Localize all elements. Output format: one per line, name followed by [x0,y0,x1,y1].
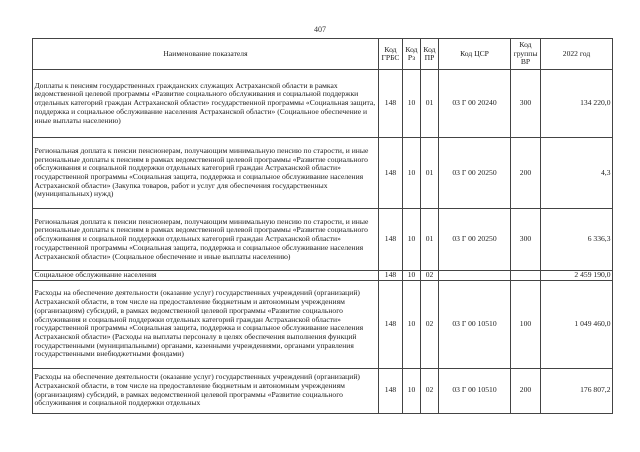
row-vr: 300 [511,209,541,271]
header-year: 2022 год [541,39,613,70]
table-row [33,271,613,281]
row-name: Доплаты к пенсиям государственных гражданских служащих Астраханской области в рамках ведомственной целевой программы «Развитие социального обслуживания и социальной поддержки отдельных категорий граждан Астраханской области» государственной программы «Социальная защита, поддержка и социальное обслуживание населения Астраханской области» (Социальное обеспечение и иные выплаты населению) [33,70,379,138]
row-name: Региональная доплата к пенсии пенсионерам, получающим минимальную пенсию по старости, и иные региональные доплаты к пенсиям в рамках ведомственной целевой программы «Развитие социального обслуживания и социальной поддержки отдельных категорий граждан Астраханской области» государственной программы «Социальная защита, поддержка и социальное обслуживание населения Астраханской области» (Закупка товаров, работ и услуг для обеспечения государственных (муниципальных) нужд) [33,138,379,209]
row-csr: 03 Г 00 10510 [439,280,511,368]
header-pr: Код ПР [421,39,439,70]
header-csr: Код ЦСР [439,39,511,70]
row-name: Расходы на обеспечение деятельности (оказание услуг) государственных учреждений (организаций) Астраханской области, в том числе на предоставление бюджетным и автономным учреждениям (организациям) субсидий, в рамках ведомственной целевой программы «Развитие социального обслуживания и социальной поддержки отдельных категорий граждан Астраханской области» государственной программы «Социальная защита, поддержка и социальное обслуживание населения Астраханской области» (Расходы на выплаты персоналу в целях обеспечения выполнения функций государственными (муниципальными) органами, казенными учреждениями, органами управления государственными внебюджетными фондами) [33,280,379,368]
table-row [33,209,613,271]
row-csr: 03 Г 00 20250 [439,209,511,271]
row-value: 2 459 190,0 [541,271,613,281]
row-value: 6 336,3 [541,209,613,271]
row-csr: 03 Г 00 10510 [439,368,511,413]
table-row [33,280,613,368]
row-csr: 03 Г 00 20250 [439,138,511,209]
page-number: 407 [314,25,326,34]
header-vr: Код группы ВР [511,39,541,70]
row-vr [511,271,541,281]
row-pr: 02 [421,280,439,368]
row-rz: 10 [403,368,421,413]
row-vr: 200 [511,368,541,413]
row-value: 176 807,2 [541,368,613,413]
row-grbs: 148 [379,138,403,209]
header-name: Наименование показателя [33,39,379,70]
header-grbs: Код ГРБС [379,39,403,70]
row-grbs: 148 [379,70,403,138]
row-vr: 300 [511,70,541,138]
row-value: 4,3 [541,138,613,209]
row-pr: 01 [421,138,439,209]
row-name: Расходы на обеспечение деятельности (оказание услуг) государственных учреждений (организаций) Астраханской области, в том числе на предоставление бюджетным и автономным учреждениям (организациям) субсидий, в рамках ведомственной целевой программы «Развитие социального обслуживания и социальной поддержки отдельных [33,368,379,413]
row-csr [439,271,511,281]
row-vr: 200 [511,138,541,209]
row-name: Региональная доплата к пенсии пенсионерам, получающим минимальную пенсию по старости, и иные региональные доплаты к пенсиям в рамках ведомственной целевой программы «Развитие социального обслуживания и социальной поддержки отдельных категорий граждан Астраханской области» государственной программы «Социальная защита, поддержка и социальное обслуживание населения Астраханской области» (Социальное обеспечение и иные выплаты населению) [33,209,379,271]
table-row [33,368,613,413]
row-pr: 01 [421,209,439,271]
row-value: 134 220,0 [541,70,613,138]
row-pr: 02 [421,271,439,281]
row-pr: 01 [421,70,439,138]
table-row [33,70,613,138]
row-csr: 03 Г 00 20240 [439,70,511,138]
row-rz: 10 [403,271,421,281]
row-rz: 10 [403,138,421,209]
table-header-row [33,39,613,70]
row-grbs: 148 [379,280,403,368]
row-value: 1 049 460,0 [541,280,613,368]
row-rz: 10 [403,280,421,368]
row-rz: 10 [403,209,421,271]
row-vr: 100 [511,280,541,368]
budget-table [32,38,613,414]
row-grbs: 148 [379,368,403,413]
header-rz: Код Рз [403,39,421,70]
table-row [33,138,613,209]
row-grbs: 148 [379,209,403,271]
row-rz: 10 [403,70,421,138]
row-name: Социальное обслуживание населения [33,271,379,281]
row-grbs: 148 [379,271,403,281]
row-pr: 02 [421,368,439,413]
